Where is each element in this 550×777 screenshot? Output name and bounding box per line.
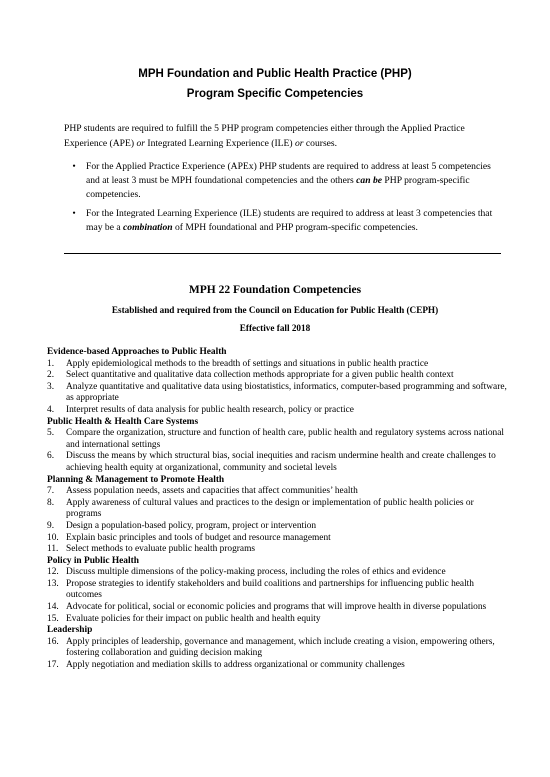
competency-number: 14. [47, 602, 59, 613]
effective-date: Effective fall 2018 [239, 323, 311, 333]
competency-text: Compare the organization, structure and function of health care, public health and regulatory systems across national and international settings [66, 428, 504, 450]
competency-item [47, 370, 507, 382]
competency-item [47, 614, 507, 626]
bullet-dot: • [72, 161, 76, 172]
competency-item [47, 428, 507, 451]
competency-text: Evaluate policies for their impact on public health and health equity [66, 613, 321, 624]
bullet-apex-post: PHP program-specific competencies. [86, 175, 470, 200]
competency-section-title: Evidence-based Approaches to Public Health [47, 347, 227, 357]
competency-text: Apply epidemiological methods to the breadth of settings and situations in public health practice [66, 358, 429, 369]
competency-item [47, 359, 507, 371]
competency-number: 13. [47, 578, 59, 589]
foundation-subheading: Established and required from the Council on Education for Public Health (CEPH) [111, 305, 439, 315]
competency-item [47, 660, 507, 672]
competency-number: 1. [47, 358, 55, 369]
competency-item [47, 544, 507, 556]
competency-item [47, 498, 507, 521]
bullet-dot: • [72, 208, 76, 219]
intro-text-mid: Integrated Learning Experience (ILE) [145, 138, 295, 149]
competency-number: 16. [47, 636, 59, 647]
competency-number: 17. [47, 660, 59, 671]
competency-number: 10. [47, 532, 59, 543]
competency-number: 2. [47, 370, 55, 381]
competency-item [47, 579, 507, 602]
competency-number: 6. [47, 451, 55, 462]
competency-text: Apply negotiation and mediation skills to address organizational or community challenges [66, 660, 405, 671]
competency-text: Apply principles of leadership, governance and management, which include creating a vision, empowering others, fostering collaboration and guiding decision making [66, 636, 495, 659]
competency-item [47, 533, 507, 545]
intro-or: or [136, 138, 145, 149]
competency-number: 9. [47, 520, 55, 531]
competency-text: Advocate for political, social or economic policies and programs that will improve health in diverse populations [66, 602, 487, 613]
bullet-apex-emphasis: can be [356, 175, 383, 186]
competency-section-title: Policy in Public Health [47, 555, 139, 566]
intro-text: PHP students are required to fulfill the 5 PHP program competencies either through the Applied Practice Experience (APE) [64, 123, 465, 149]
document-title: MPH Foundation and Public Health Practice (PHP) [138, 68, 412, 80]
bullet-ile-emphasis: combination [123, 222, 173, 233]
competency-text: Select methods to evaluate public health programs [66, 544, 256, 555]
competency-section-title: Planning & Management to Promote Health [47, 474, 225, 485]
bullet-apex-text [86, 160, 496, 202]
competency-section-title: Leadership [47, 625, 93, 636]
competency-number: 11. [47, 544, 59, 555]
competency-number: 4. [47, 404, 55, 415]
intro-text-end: courses. [303, 138, 338, 149]
section-divider [64, 253, 501, 254]
competency-number: 5. [47, 428, 55, 439]
competency-text: Apply awareness of cultural values and practices to the design or implementation of public health policies or programs [66, 497, 474, 520]
competency-item [47, 521, 507, 533]
competency-text: Assess population needs, assets and capacities that affect communities’ health [66, 486, 358, 497]
bullet-ile-text [86, 207, 496, 235]
competency-item [47, 451, 507, 474]
intro-paragraph [64, 121, 494, 151]
competency-number: 7. [47, 486, 55, 497]
competency-text: Interpret results of data analysis for public health research, policy or practice [66, 404, 354, 415]
competency-text: Discuss multiple dimensions of the policy-making process, including the roles of ethics and evidence [66, 567, 446, 578]
competency-number: 3. [47, 381, 55, 392]
competency-text: Propose strategies to identify stakeholders and build coalitions and partnerships for influencing public health outcomes [66, 578, 474, 601]
competency-number: 15. [47, 613, 59, 624]
competency-item [47, 405, 507, 417]
competency-text: Explain basic principles and tools of budget and resource management [66, 532, 331, 543]
bullet-apex-pre: For the Applied Practice Experience (APEx) PHP students are required to address at least 5 competencies and at least 3 must be MPH foundational competencies and the others [86, 161, 491, 186]
competency-item [47, 602, 507, 614]
intro-or-2: or [294, 138, 304, 149]
competency-text: Analyze quantitative and qualitative data using biostatistics, informatics, computer-based programming and software, as appropriate [66, 381, 507, 404]
competency-item [47, 486, 507, 498]
competency-item [47, 637, 507, 660]
competency-number: 8. [47, 497, 55, 508]
competency-text: Discuss the means by which structural bias, social inequities and racism undermine health and create challenges to achieving health equity at organizational, community and societal levels [66, 451, 496, 473]
foundation-heading: MPH 22 Foundation Competencies [188, 284, 362, 296]
competency-section-title: Public Health & Health Care Systems [47, 416, 199, 427]
document-subtitle: Program Specific Competencies [186, 88, 364, 100]
bullet-ile-post: of MPH foundational and PHP program-specific competencies. [172, 222, 418, 233]
competency-number: 12. [47, 567, 59, 578]
competency-text: Select quantitative and qualitative data collection methods appropriate for a given public health context [66, 370, 454, 381]
competency-text: Design a population-based policy, program, project or intervention [66, 520, 317, 531]
bullet-ile-pre: For the Integrated Learning Experience (ILE) students are required to address at least 3 competencies that may be a [86, 208, 493, 233]
competency-list [47, 347, 507, 672]
competency-item [47, 382, 507, 405]
competency-item [47, 567, 507, 579]
